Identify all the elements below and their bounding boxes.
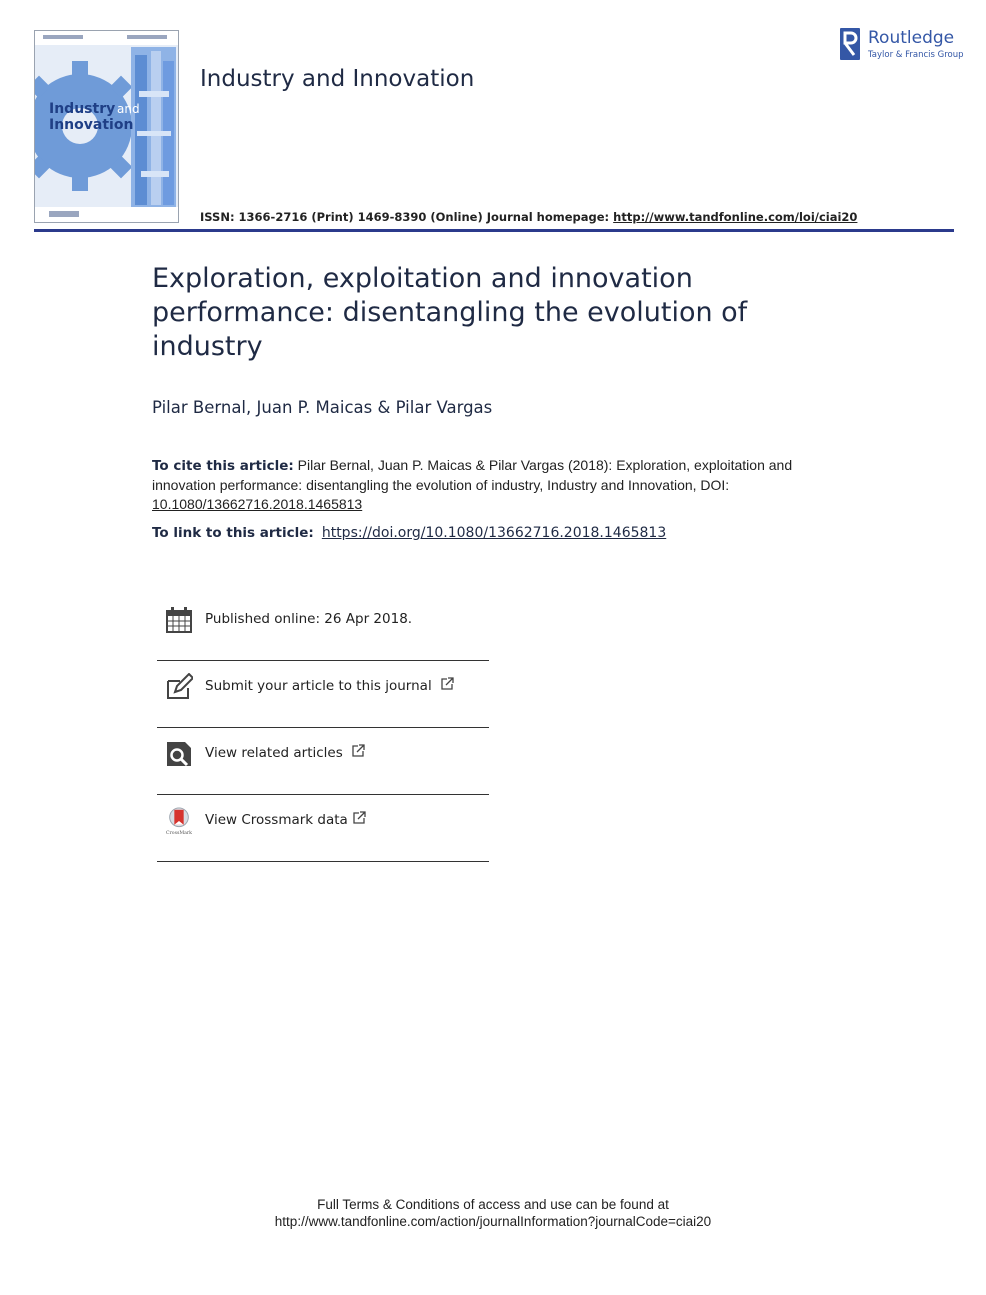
view-crossmark-label: View Crossmark data	[205, 812, 348, 828]
footer-terms-line: Full Terms & Conditions of access and use can be found at	[317, 1197, 669, 1212]
issn-text: ISSN: 1366-2716 (Print) 1469-8390 (Online) Journal homepage:	[200, 210, 614, 224]
header-divider	[34, 229, 954, 232]
crossmark-caption: CrossMark	[166, 831, 192, 835]
article-link-line	[152, 525, 666, 541]
cover-title-line-1: Industry	[49, 101, 116, 117]
view-crossmark-link[interactable]	[205, 812, 366, 828]
routledge-r-icon	[840, 28, 864, 60]
external-link-icon	[440, 677, 454, 691]
external-link-icon	[352, 811, 366, 825]
submit-article-label: Submit your article to this journal	[205, 678, 432, 694]
published-row	[157, 594, 489, 661]
link-label: To link to this article:	[152, 525, 314, 541]
publisher-name: Routledge	[868, 28, 955, 48]
journal-homepage-link[interactable]: http://www.tandfonline.com/loi/ciai20	[613, 210, 858, 224]
publisher-logo	[840, 28, 964, 62]
citation-block	[152, 456, 842, 514]
footer-terms-url[interactable]: http://www.tandfonline.com/action/journalInformation?journalCode=ciai20	[274, 1214, 712, 1229]
published-date: Published online: 26 Apr 2018.	[205, 611, 413, 627]
submit-article-link[interactable]	[205, 678, 454, 694]
calendar-icon	[165, 606, 193, 634]
cover-title-line-2: and	[117, 102, 140, 116]
cover-title-line-3: Innovation	[49, 117, 134, 133]
article-doi-link[interactable]: https://doi.org/10.1080/13662716.2018.1465813	[321, 525, 667, 541]
article-authors: Pilar Bernal, Juan P. Maicas & Pilar Vargas	[152, 398, 493, 417]
edit-icon	[165, 673, 193, 701]
cite-text: Pilar Bernal, Juan P. Maicas & Pilar Vargas (2018): Exploration, exploitation and innovation performance: disentangling the evolution of industry, Industry and Innovation, DOI:	[152, 457, 793, 493]
publisher-group: Taylor & Francis Group	[868, 50, 964, 60]
crossmark-row[interactable]	[157, 795, 489, 862]
journal-cover-image	[34, 30, 179, 223]
external-link-icon	[351, 744, 365, 758]
footer	[0, 1196, 986, 1230]
issn-line	[200, 210, 857, 224]
cite-doi-link[interactable]: 10.1080/13662716.2018.1465813	[152, 496, 363, 512]
submit-row[interactable]	[157, 661, 489, 728]
related-row[interactable]	[157, 728, 489, 795]
article-info-list	[157, 594, 489, 862]
crossmark-icon	[165, 807, 193, 835]
article-title: Exploration, exploitation and innovation performance: disentangling the evolution of industry	[152, 263, 748, 362]
view-related-link[interactable]	[205, 745, 365, 761]
related-articles-icon	[165, 740, 193, 768]
journal-title: Industry and Innovation	[200, 66, 475, 92]
cite-label: To cite this article:	[152, 458, 294, 474]
view-related-label: View related articles	[205, 745, 343, 761]
